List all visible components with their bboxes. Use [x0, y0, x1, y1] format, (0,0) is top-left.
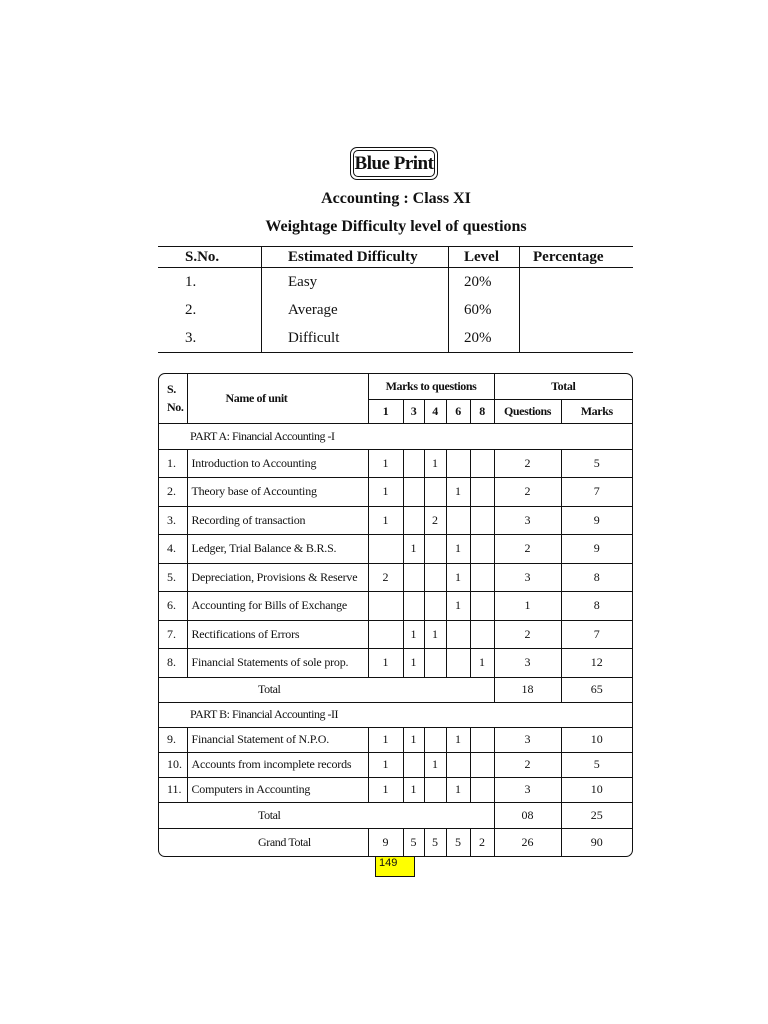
- unit-questions: 3: [494, 506, 561, 535]
- unit-name: Theory base of Accounting: [187, 478, 368, 507]
- unit-row: [159, 563, 632, 592]
- unit-marks: 7: [561, 620, 632, 649]
- unit-name: Rectifications of Errors: [187, 620, 368, 649]
- part-b-total-label: Total: [159, 802, 494, 828]
- unit-mark-3: 1: [403, 649, 424, 678]
- unit-name: Introduction to Accounting: [187, 449, 368, 478]
- header-sno-line1: S.: [167, 382, 176, 397]
- unit-mark-3: [403, 563, 424, 592]
- header-mark-1: 1: [368, 399, 403, 423]
- unit-marks: 8: [561, 563, 632, 592]
- subject-title: Accounting : Class XI: [321, 190, 471, 207]
- header-mark-4: 4: [424, 399, 446, 423]
- unit-marks: 8: [561, 592, 632, 621]
- unit-mark-4: [424, 727, 446, 752]
- unit-mark-1: 1: [368, 777, 403, 802]
- unit-mark-4: 2: [424, 506, 446, 535]
- grand-total-mark-3: 5: [403, 828, 424, 856]
- unit-questions: 3: [494, 777, 561, 802]
- unit-name: Financial Statement of N.P.O.: [187, 727, 368, 752]
- grand-total-questions: 26: [494, 828, 561, 856]
- unit-mark-6: [446, 752, 470, 777]
- unit-name: Recording of transaction: [187, 506, 368, 535]
- blueprint-table-frame: [158, 373, 633, 857]
- blueprint-header-row: [159, 374, 632, 399]
- part-a-title: PART A: Financial Accounting -I: [159, 423, 632, 449]
- unit-row: [159, 592, 632, 621]
- unit-mark-3: [403, 506, 424, 535]
- cell-difficulty: Average: [262, 296, 449, 324]
- unit-sno: 11.: [159, 777, 187, 802]
- unit-mark-3: [403, 478, 424, 507]
- unit-questions: 2: [494, 449, 561, 478]
- unit-mark-3: 1: [403, 727, 424, 752]
- part-b-title-row: [159, 702, 632, 727]
- difficulty-row: [158, 268, 633, 297]
- cell-difficulty: Difficult: [262, 324, 449, 353]
- unit-marks: 9: [561, 506, 632, 535]
- unit-marks: 9: [561, 535, 632, 564]
- unit-marks: 7: [561, 478, 632, 507]
- part-a-total-row: [159, 677, 632, 702]
- cell-percentage: [520, 324, 634, 353]
- unit-name: Accounts from incomplete records: [187, 752, 368, 777]
- cell-percentage: [520, 296, 634, 324]
- header-sno-line2: No.: [167, 400, 184, 415]
- col-percentage: Percentage: [520, 247, 634, 268]
- unit-questions: 1: [494, 592, 561, 621]
- unit-mark-8: [470, 535, 494, 564]
- unit-row: [159, 535, 632, 564]
- unit-row: [159, 649, 632, 678]
- unit-mark-4: 1: [424, 620, 446, 649]
- part-a-total-label: Total: [159, 677, 494, 702]
- unit-mark-6: [446, 620, 470, 649]
- unit-questions: 3: [494, 727, 561, 752]
- grand-total-marks: 90: [561, 828, 632, 856]
- part-b-total-questions: 08: [494, 802, 561, 828]
- difficulty-heading: Weightage Difficulty level of questions: [265, 218, 527, 235]
- unit-sno: 1.: [159, 449, 187, 478]
- unit-mark-8: [470, 727, 494, 752]
- header-unit: Name of unit: [187, 374, 368, 423]
- unit-marks: 5: [561, 752, 632, 777]
- unit-mark-8: [470, 478, 494, 507]
- unit-mark-1: 2: [368, 563, 403, 592]
- unit-mark-1: [368, 535, 403, 564]
- unit-mark-6: 1: [446, 777, 470, 802]
- cell-level: 20%: [449, 324, 520, 353]
- unit-mark-3: [403, 592, 424, 621]
- unit-questions: 3: [494, 563, 561, 592]
- unit-marks: 12: [561, 649, 632, 678]
- unit-row: [159, 620, 632, 649]
- unit-name: Ledger, Trial Balance & B.R.S.: [187, 535, 368, 564]
- part-b-total-row: [159, 802, 632, 828]
- header-total: Total: [494, 374, 632, 399]
- unit-mark-1: [368, 592, 403, 621]
- unit-questions: 3: [494, 649, 561, 678]
- unit-questions: 2: [494, 535, 561, 564]
- header-mark-8: 8: [470, 399, 494, 423]
- cell-difficulty: Easy: [262, 268, 449, 297]
- unit-mark-6: [446, 649, 470, 678]
- unit-mark-6: [446, 506, 470, 535]
- header-questions: Questions: [494, 399, 561, 423]
- unit-mark-8: [470, 506, 494, 535]
- unit-mark-1: 1: [368, 727, 403, 752]
- col-difficulty: Estimated Difficulty: [262, 247, 449, 268]
- unit-name: Depreciation, Provisions & Reserve: [187, 563, 368, 592]
- unit-mark-8: 1: [470, 649, 494, 678]
- unit-mark-4: [424, 777, 446, 802]
- grand-total-mark-1: 9: [368, 828, 403, 856]
- unit-mark-6: 1: [446, 478, 470, 507]
- unit-mark-3: 1: [403, 535, 424, 564]
- part-b-title: PART B: Financial Accounting -II: [159, 702, 632, 727]
- header-marks-to-questions: Marks to questions: [368, 374, 494, 399]
- unit-sno: 8.: [159, 649, 187, 678]
- unit-sno: 10.: [159, 752, 187, 777]
- header-mark-3: 3: [403, 399, 424, 423]
- cell-sno: 2.: [185, 301, 197, 318]
- unit-mark-4: 1: [424, 449, 446, 478]
- part-a-total-marks: 65: [561, 677, 632, 702]
- header-mark-6: 6: [446, 399, 470, 423]
- cell-sno: 3.: [158, 324, 262, 353]
- cell-sno: 1.: [185, 273, 197, 290]
- unit-row: [159, 752, 632, 777]
- unit-questions: 2: [494, 478, 561, 507]
- header-marks: Marks: [561, 399, 632, 423]
- difficulty-row: [158, 324, 633, 353]
- blue-print-badge: [350, 147, 438, 180]
- unit-mark-1: 1: [368, 449, 403, 478]
- cell-level: 20%: [449, 268, 520, 297]
- unit-sno: 2.: [159, 478, 187, 507]
- grand-total-row: [159, 828, 632, 856]
- unit-marks: 10: [561, 727, 632, 752]
- unit-marks: 10: [561, 777, 632, 802]
- unit-row: [159, 727, 632, 752]
- unit-mark-1: [368, 620, 403, 649]
- unit-mark-6: 1: [446, 535, 470, 564]
- unit-mark-8: [470, 777, 494, 802]
- unit-name: Computers in Accounting: [187, 777, 368, 802]
- unit-sno: 5.: [159, 563, 187, 592]
- unit-mark-6: 1: [446, 592, 470, 621]
- unit-sno: 6.: [159, 592, 187, 621]
- unit-mark-8: [470, 752, 494, 777]
- unit-mark-3: [403, 752, 424, 777]
- unit-row: [159, 449, 632, 478]
- unit-mark-1: 1: [368, 752, 403, 777]
- unit-questions: 2: [494, 620, 561, 649]
- unit-mark-1: 1: [368, 478, 403, 507]
- unit-mark-3: [403, 449, 424, 478]
- unit-mark-6: [446, 449, 470, 478]
- col-level: Level: [449, 247, 520, 268]
- unit-mark-4: [424, 535, 446, 564]
- unit-name: Accounting for Bills of Exchange: [187, 592, 368, 621]
- unit-mark-4: [424, 478, 446, 507]
- unit-mark-3: 1: [403, 777, 424, 802]
- unit-mark-4: [424, 563, 446, 592]
- unit-mark-8: [470, 563, 494, 592]
- unit-mark-4: [424, 592, 446, 621]
- unit-mark-3: 1: [403, 620, 424, 649]
- header-sno: [159, 374, 187, 423]
- part-b-total-marks: 25: [561, 802, 632, 828]
- unit-mark-1: 1: [368, 506, 403, 535]
- grand-total-mark-4: 5: [424, 828, 446, 856]
- unit-mark-8: [470, 592, 494, 621]
- grand-total-mark-6: 5: [446, 828, 470, 856]
- unit-mark-6: 1: [446, 727, 470, 752]
- col-sno: S.No.: [158, 247, 262, 268]
- cell-level: 60%: [449, 296, 520, 324]
- unit-mark-8: [470, 620, 494, 649]
- badge-label: Blue Print: [354, 152, 434, 174]
- unit-row: [159, 777, 632, 802]
- unit-sno: 7.: [159, 620, 187, 649]
- unit-mark-6: 1: [446, 563, 470, 592]
- part-a-title-row: [159, 423, 632, 449]
- unit-sno: 3.: [159, 506, 187, 535]
- unit-mark-8: [470, 449, 494, 478]
- grand-total-label: Grand Total: [159, 828, 368, 856]
- grand-total-mark-8: 2: [470, 828, 494, 856]
- unit-mark-1: 1: [368, 649, 403, 678]
- difficulty-header-row: [158, 247, 633, 268]
- unit-row: [159, 506, 632, 535]
- part-a-total-questions: 18: [494, 677, 561, 702]
- cell-percentage: [520, 268, 634, 297]
- unit-row: [159, 478, 632, 507]
- unit-sno: 4.: [159, 535, 187, 564]
- unit-marks: 5: [561, 449, 632, 478]
- unit-mark-4: [424, 649, 446, 678]
- unit-questions: 2: [494, 752, 561, 777]
- unit-sno: 9.: [159, 727, 187, 752]
- unit-mark-4: 1: [424, 752, 446, 777]
- unit-name: Financial Statements of sole prop.: [187, 649, 368, 678]
- blueprint-table: [159, 374, 632, 856]
- difficulty-row: [158, 296, 633, 324]
- page-number: 149: [375, 856, 415, 877]
- difficulty-table: [158, 246, 633, 353]
